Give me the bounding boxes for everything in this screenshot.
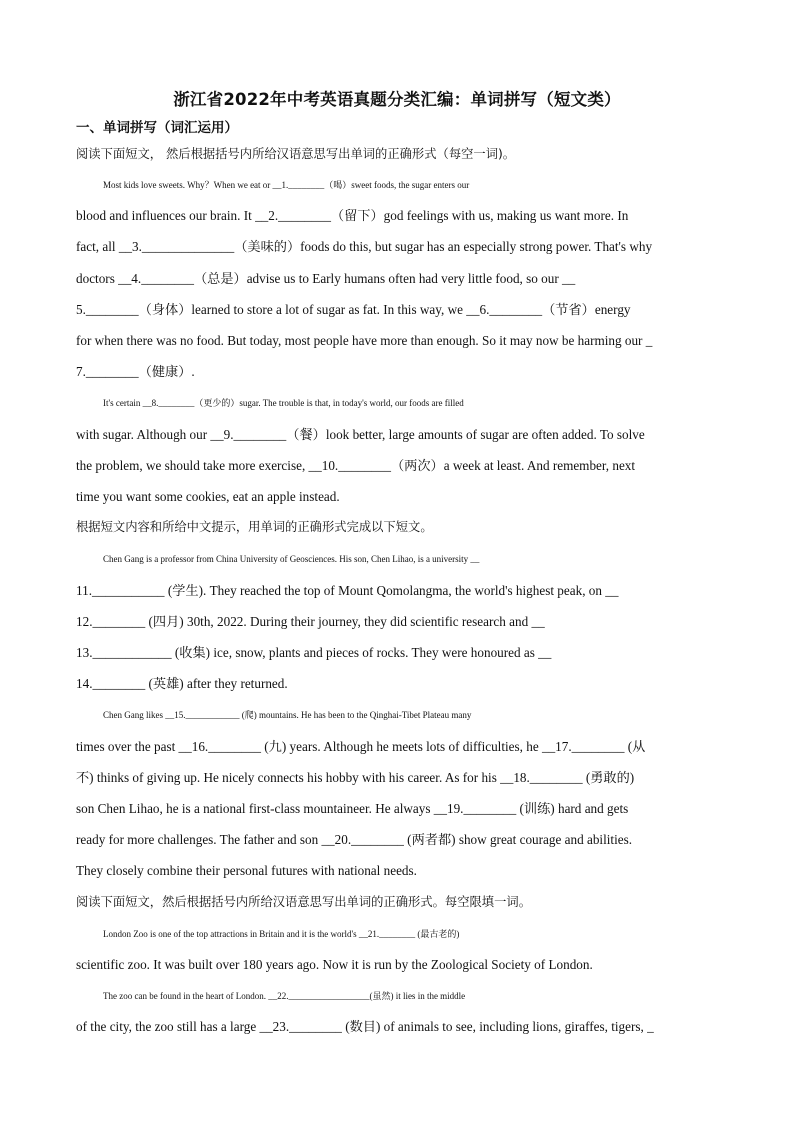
passage1-line: blood and influences our brain. It __2.________（留下）god feelings with us, making us want more. In: [76, 208, 629, 223]
passage1-line: fact, all __3.______________（美味的）foods do this, but sugar has an especially strong power. That's why: [76, 239, 653, 254]
passage3-line: scientific zoo. It was built over 180 years ago. Now it is run by the Zoological Society of London.: [76, 957, 593, 972]
page-title: 浙江省2022年中考英语真题分类汇编：单词拼写（短文类）: [173, 90, 621, 109]
passage2-line: times over the past __16.________ (九) years. Although he meets lots of difficulties, he __17.________ (从: [76, 739, 646, 754]
passage2-line: They closely combine their personal futures with national needs.: [76, 863, 417, 878]
passage2-instruction: 根据短文内容和所给中文提示，用单词的正确形式完成以下短文。: [76, 520, 433, 534]
passage1-line: for when there was no food. But today, most people have more than enough. So it may now be harming our _: [76, 333, 653, 348]
passage1-line: time you want some cookies, eat an apple instead.: [76, 489, 340, 504]
passage2-line: son Chen Lihao, he is a national first-class mountaineer. He always __19.________ (训练) hard and gets: [76, 801, 629, 816]
passage1-line: 7.________（健康）.: [76, 364, 195, 379]
passage1-line: Most kids love sweets. Why？When we eat or __1.________（喝）sweet foods, the sugar enters our: [103, 180, 470, 190]
passage1-line: doctors __4.________（总是）advise us to Early humans often had very little food, so our __: [76, 271, 576, 286]
passage2-line: Chen Gang is a professor from China University of Geosciences. His son, Chen Lihao, is a university __: [103, 554, 480, 564]
passage1-line: the problem, we should take more exercise, __10.________（两次）a week at least. And remember, next: [76, 458, 636, 473]
passage3-line: London Zoo is one of the top attractions in Britain and it is the world's __21.________ (最古老的): [103, 929, 460, 939]
passage1-line: with sugar. Although our __9.________（餐）look better, large amounts of sugar are often added. To solve: [76, 427, 645, 442]
section-heading: 一、单词拼写（词汇运用）: [76, 120, 238, 136]
passage3-line: of the city, the zoo still has a large __23.________ (数目) of animals to see, including lions, giraffes, tigers, _: [76, 1019, 654, 1034]
passage1-line: 5.________（身体）learned to store a lot of sugar as fat. In this way, we __6.________（节省）energy: [76, 302, 631, 317]
passage2-line: 13.____________ (收集) ice, snow, plants and pieces of rocks. They were honoured as __: [76, 645, 552, 660]
passage2-line: 12.________ (四月) 30th, 2022. During their journey, they did scientific research and __: [76, 614, 545, 629]
passage2-line: Chen Gang likes __15.____________ (爬) mountains. He has been to the Qinghai-Tibet Plateau many: [103, 710, 472, 720]
passage2-line: 14.________ (英雄) after they returned.: [76, 676, 288, 691]
passage1-instruction: 阅读下面短文， 然后根据括号内所给汉语意思写出单词的正确形式（每空一词)。: [76, 147, 516, 161]
passage3-line: The zoo can be found in the heart of London. __22.__________________(虽然) it lies in the middle: [103, 991, 466, 1001]
passage1-line: It's certain __8.________（更少的）sugar. The trouble is that, in today's world, our foods are filled: [103, 398, 464, 408]
passage3-instruction: 阅读下面短文，然后根据括号内所给汉语意思写出单词的正确形式。每空限填一词。: [76, 895, 531, 909]
passage2-line: 11.___________ (学生). They reached the top of Mount Qomolangma, the world's highest peak, on __: [76, 583, 619, 598]
passage2-line: 不) thinks of giving up. He nicely connects his hobby with his career. As for his __18.________ (勇敢的): [76, 770, 635, 785]
passage2-line: ready for more challenges. The father and son __20.________ (两者都) show great courage and abilities.: [76, 832, 633, 847]
